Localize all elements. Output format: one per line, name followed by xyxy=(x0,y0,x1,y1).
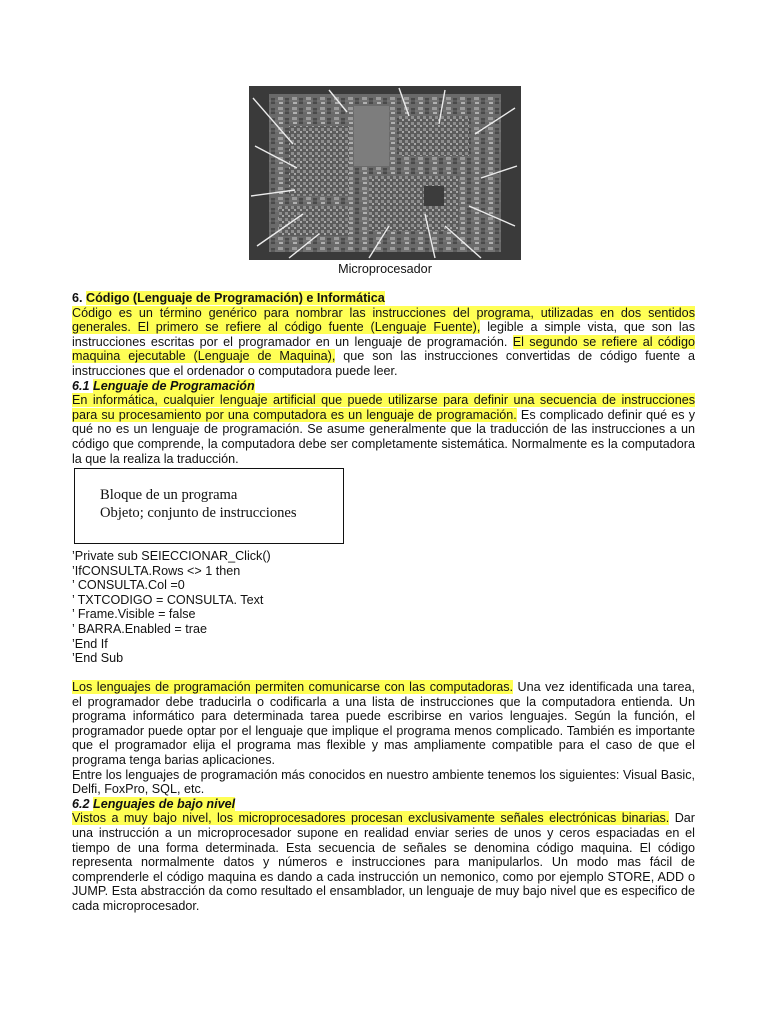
code-line: ’ CONSULTA.Col =0 xyxy=(72,578,185,593)
program-block-box xyxy=(74,468,344,544)
paragraph xyxy=(72,811,695,913)
subsection-heading xyxy=(72,379,695,394)
section-title: Código (Lenguaje de Programación) e Informática xyxy=(86,291,385,305)
code-line: ’End If xyxy=(72,636,108,651)
section-heading xyxy=(72,291,695,306)
code-listing xyxy=(72,549,472,666)
highlighted-text: En informática, cualquier lenguaje artificial que puede utilizarse para definir una secuencia de instrucciones para su procesamiento por una computadora es un lenguaje de programación. xyxy=(72,393,695,422)
code-line: ’ TXTCODIGO = CONSULTA. Text xyxy=(72,592,264,607)
subsection-number: 6.1 xyxy=(72,378,90,393)
paragraph xyxy=(72,393,695,466)
body-text: que son las instrucciones convertidas de código fuente a instrucciones que el ordenador o computadora puede leer. xyxy=(72,349,695,378)
subsection-number: 6.2 xyxy=(72,796,90,811)
subsection-heading xyxy=(72,797,695,812)
subsection-title: Lenguajes de bajo nivel xyxy=(93,796,236,811)
highlighted-text: Vistos a muy bajo nivel, los microprocesadores procesan exclusivamente señales electrónicas binarias. xyxy=(72,811,670,826)
highlighted-text: Los lenguajes de programación permiten comunicarse con las computadoras. xyxy=(72,680,514,694)
paragraph: Entre los lenguajes de programación más conocidos en nuestro ambiente tenemos los siguientes: Visual Basic, Delfi, FoxPro, SQL, etc. xyxy=(72,767,695,797)
paragraph xyxy=(72,680,695,768)
paragraph xyxy=(72,306,695,379)
box-line: Objeto; conjunto de instrucciones xyxy=(100,505,297,521)
figure-caption: Microprocesador xyxy=(338,262,432,276)
code-line: ’End Sub xyxy=(72,651,124,666)
code-line: ’ Frame.Visible = false xyxy=(72,607,196,622)
microprocessor-die-photo xyxy=(249,86,521,260)
box-line: Bloque de un programa xyxy=(100,487,238,503)
body-text: Es complicado definir qué es y qué no es un lenguaje de programación. Se asume generalmente que la traducción de las instrucciones a un código que comprende, la computadora debe ser completamente sistemática. Normalmente es la computadora la que la realiza la traducción. xyxy=(72,407,695,466)
section-6 xyxy=(72,291,695,466)
code-line: ’Private sub SEIECCIONAR_Click() xyxy=(72,549,271,563)
body-text: legible a simple vista, que son las instrucciones escritas por el programador en un lenguaje de programación. xyxy=(72,320,695,349)
subsection-title: Lenguaje de Programación xyxy=(93,378,255,393)
section-number: 6. xyxy=(72,291,83,305)
code-line: ’ BARRA.Enabled = trae xyxy=(72,621,207,636)
code-line: ’IfCONSULTA.Rows <> 1 then xyxy=(72,563,241,578)
highlighted-text: Código es un término genérico para nombrar las instrucciones del programa, utilizadas en dos sentidos generales. El primero se refiere al código fuente (Lenguaje Fuente), xyxy=(72,305,695,335)
body-text: Una vez identificada una tarea, el programador debe traducirla o codificarla a una lista de instrucciones que la computadora entienda. Un programa informático para determinada tarea puede escribirse en varios lenguajes. Según la función, el programador puede optar por el lenguaje que implique el programa menos complicado. También es importante que el programador elija el programa mas flexible y mas ampliamente compatible para el caso de que el programa tenga barias aplicaciones. xyxy=(72,680,695,767)
body-text: Dar una instrucción a un microprocesador supone en realidad enviar series de unos y ceros espaciadas en el tiempo de una forma determinada. Esta secuencia de señales se denomina código maquina. El código representa normalmente datos y números e instrucciones para manipularlos. Un modo mas fácil de comprenderle el código maquina es dando a cada instrucción un nemonico, como por ejemplo STORE, ADD o JUMP. Esta abstracción da como resultado el ensamblador, un lenguaje de muy bajo nivel que es especifico de cada microprocesador. xyxy=(72,811,695,913)
highlighted-text: El segundo se refiere al código maquina ejecutable (Lenguaje de Maquina), xyxy=(72,334,695,364)
languages-section xyxy=(72,680,695,914)
